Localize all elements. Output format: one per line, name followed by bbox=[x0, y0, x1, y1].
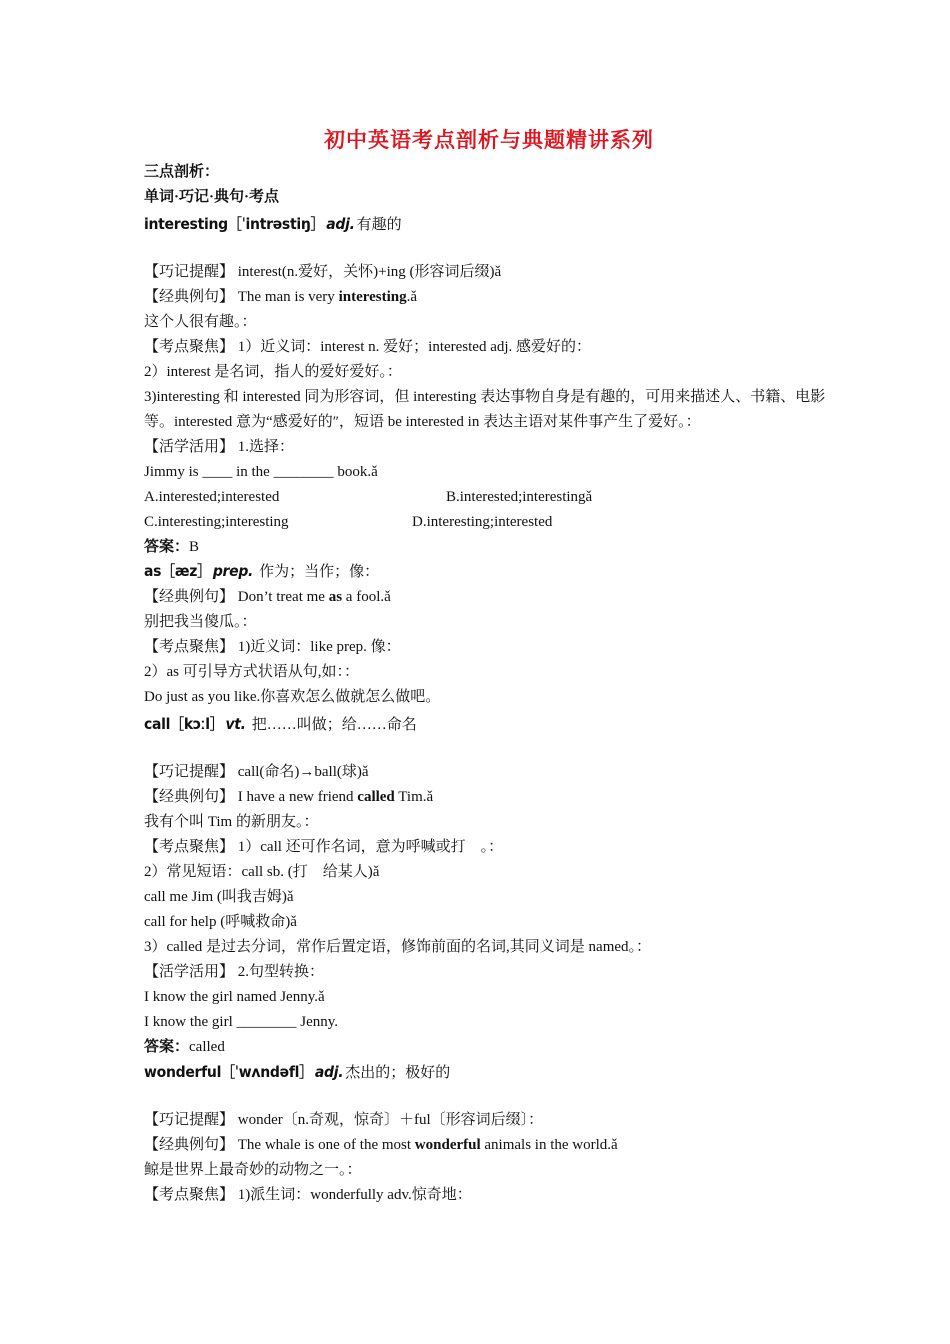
example: call me Jim (叫我吉姆)ǎ bbox=[144, 889, 294, 905]
translation: 我有个叫 Tim 的新朋友。： bbox=[144, 814, 319, 830]
headword-wonderful bbox=[144, 1060, 834, 1087]
page-title: 初中英语考点剖析与典题精讲系列 bbox=[324, 128, 654, 152]
example-sentence: 【经典例句】 Don’t treat me as a fool.ǎ bbox=[144, 589, 391, 605]
headword-text: interesting［ˈintrəstiŋ］ bbox=[144, 216, 325, 234]
headword-call bbox=[144, 710, 834, 741]
key-point: 3）called 是过去分词，常作后置定语，修饰前面的名词,其同义词是 named。： bbox=[144, 939, 652, 955]
subsection-heading: 单词·巧记·典句·考点 bbox=[144, 189, 280, 205]
question: Jimmy is ____ in the ________ book.ǎ bbox=[144, 464, 378, 480]
section-heading: 三点剖析： bbox=[144, 164, 220, 180]
key-point: 3)interesting 和 interested 同为形容词，但 interesting 表达事物自身是有趣的，可用来描述人、书籍、电影等。interested 意为“感爱好的″，短语 be interested in 表达主语对某件事产生了爱好。： bbox=[144, 389, 826, 430]
part-of-speech: adj. bbox=[326, 216, 355, 234]
example: Do just as you like.你喜欢怎么做就怎么做吧。 bbox=[144, 689, 441, 705]
practice-heading: 【活学活用】 2.句型转换： bbox=[144, 964, 325, 980]
part-of-speech: prep. bbox=[212, 563, 254, 581]
key-point: 【考点聚焦】 1）call 还可作名词，意为呼喊或打 。： bbox=[144, 839, 504, 855]
meaning: 把……叫做；给……命名 bbox=[251, 717, 417, 733]
document-page bbox=[144, 118, 834, 1208]
headword-text: as［æz］ bbox=[144, 563, 211, 581]
key-point: 【考点聚焦】 1）近义词：interest n. 爱好；interested adj. 感爱好的： bbox=[144, 339, 592, 355]
part-of-speech: adj. bbox=[314, 1064, 344, 1082]
option-a: A.interested;interested bbox=[144, 489, 280, 505]
translation: 鲸是世界上最奇妙的动物之一。： bbox=[144, 1162, 362, 1178]
example-sentence: 【经典例句】 The whale is one of the most wonderful animals in the world.ǎ bbox=[144, 1137, 618, 1153]
translation: 别把我当傻瓜。： bbox=[144, 614, 257, 630]
key-point: 2）常见短语：call sb. (打 给某人)ǎ bbox=[144, 864, 380, 880]
headword-text: call［kɔːl］ bbox=[144, 716, 224, 734]
key-point: 【考点聚焦】 1)派生词：wonderfully adv.惊奇地： bbox=[144, 1187, 472, 1203]
key-point: 【考点聚焦】 1)近义词：like prep. 像： bbox=[144, 639, 401, 655]
example-sentence: 【经典例句】 I have a new friend called Tim.ǎ bbox=[144, 789, 434, 805]
options-row bbox=[144, 485, 834, 510]
question: I know the girl named Jenny.ǎ bbox=[144, 989, 325, 1005]
headword-as bbox=[144, 560, 834, 585]
headword-text: wonderful［ˈwʌndəfl］ bbox=[144, 1064, 313, 1082]
headword-interesting bbox=[144, 210, 834, 241]
meaning: 作为；当作；像： bbox=[259, 564, 380, 580]
answer: 答案：called bbox=[144, 1039, 225, 1055]
option-d: D.interesting;interested bbox=[412, 514, 553, 530]
part-of-speech: vt. bbox=[225, 716, 246, 734]
meaning: 杰出的；极好的 bbox=[345, 1065, 451, 1081]
meaning: 有趣的 bbox=[356, 217, 402, 233]
translation: 这个人很有趣。： bbox=[144, 314, 257, 330]
memory-tip: 【巧记提醒】 interest(n.爱好，关怀)+ing (形容词后缀)ǎ bbox=[144, 264, 502, 280]
practice-heading: 【活学活用】 1.选择： bbox=[144, 439, 295, 455]
example: call for help (呼喊救命)ǎ bbox=[144, 914, 297, 930]
options-row bbox=[144, 510, 834, 535]
key-point: 2）as 可引导方式状语从句,如：： bbox=[144, 664, 359, 680]
question: I know the girl ________ Jenny. bbox=[144, 1014, 339, 1030]
key-point: 2）interest 是名词，指人的爱好爱好。： bbox=[144, 364, 402, 380]
answer: 答案：B bbox=[144, 539, 200, 555]
example-sentence: 【经典例句】 The man is very interesting.ǎ bbox=[144, 289, 418, 305]
option-b: B.interested;interestingǎ bbox=[446, 489, 593, 505]
memory-tip: 【巧记提醒】 wonder〔n.奇观，惊奇〕＋ful〔形容词后缀〕： bbox=[144, 1112, 544, 1128]
option-c: C.interesting;interesting bbox=[144, 514, 289, 530]
memory-tip: 【巧记提醒】 call(命名)→ball(球)ǎ bbox=[144, 764, 369, 780]
